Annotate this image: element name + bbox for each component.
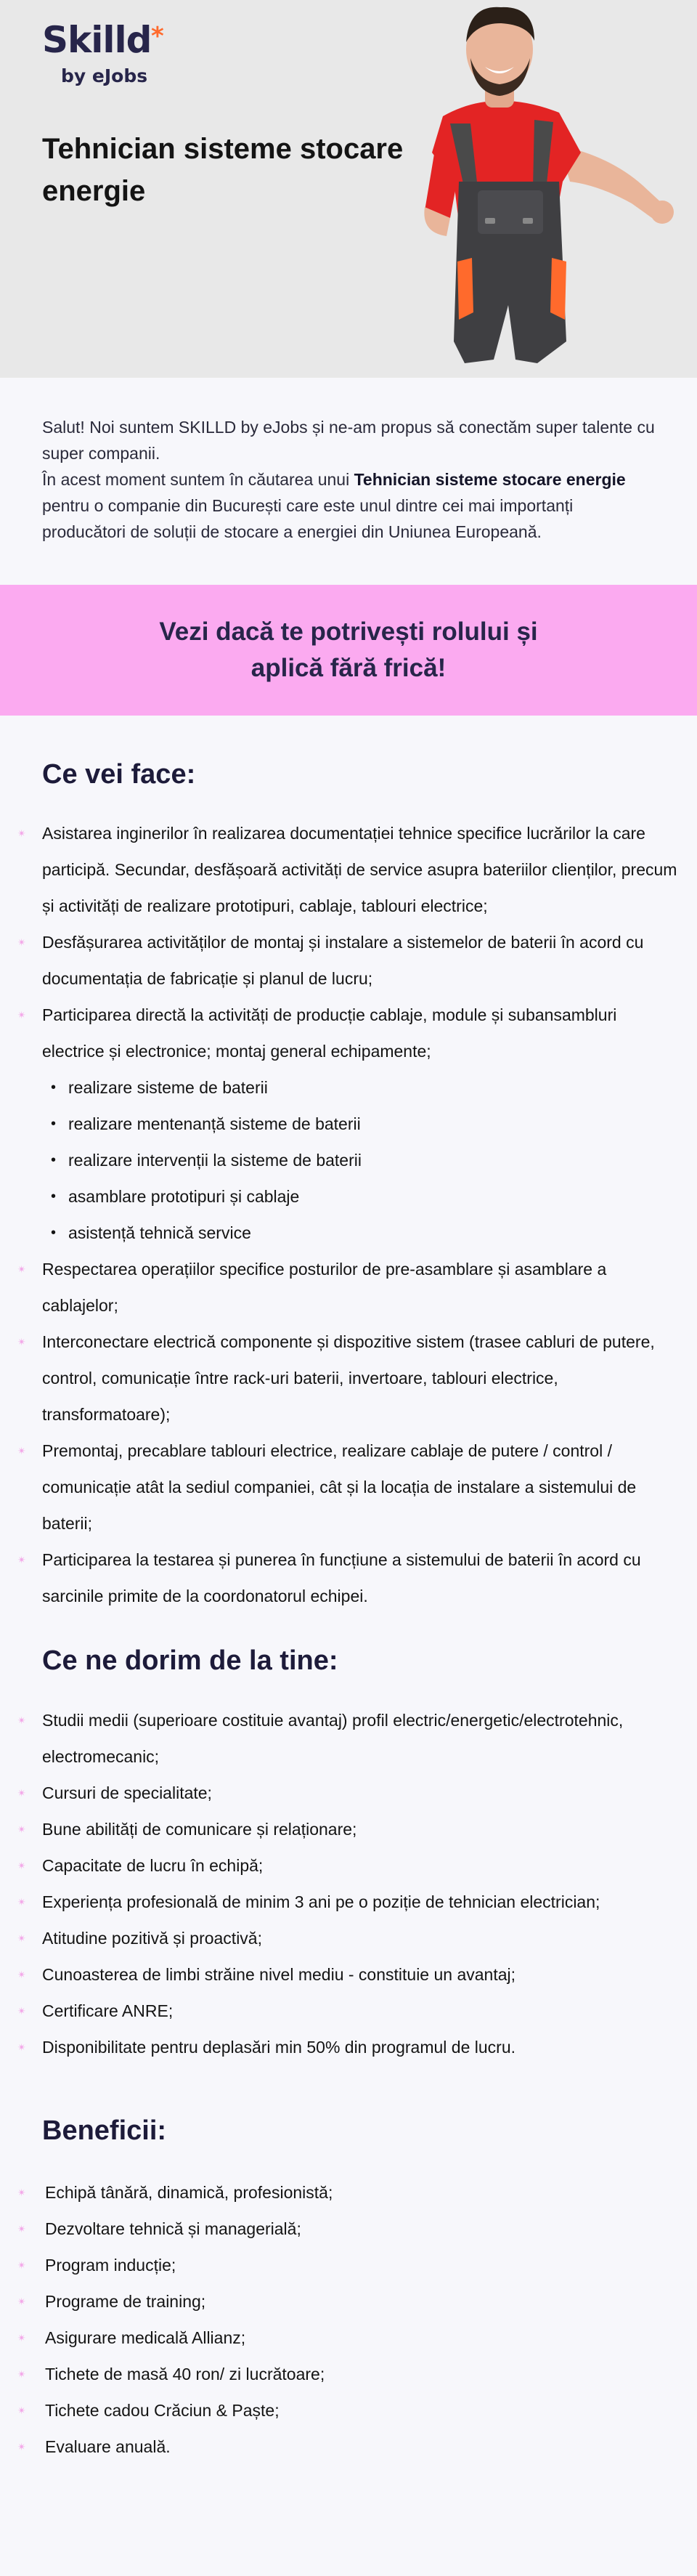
list-item: ✴ Bune abilități de comunicare și relaționare; bbox=[0, 1811, 697, 1847]
list-item: ✴ Capacitate de lucru în echipă; bbox=[0, 1847, 697, 1884]
list-item: ✴ Premontaj, precablare tablouri electrice, realizare cablaje de putere / control / comunicație atât la sediul companiei, cât și la locația de instalare a sistemului de baterii; bbox=[0, 1433, 697, 1542]
list-item: ✴ Program inducție; bbox=[0, 2247, 697, 2283]
intro-role-title: Tehnician sisteme stocare energie bbox=[354, 470, 626, 489]
list-item: ✴ Certificare ANRE; bbox=[0, 1993, 697, 2029]
intro-text bbox=[42, 414, 659, 545]
list-item: ✴ Respectarea operațiilor specifice posturilor de pre-asamblare și asamblare a cablajelor; bbox=[0, 1251, 697, 1324]
list-item: ✴ Tichete cadou Crăciun & Paște; bbox=[0, 2392, 697, 2429]
benefits-list bbox=[0, 2174, 697, 2465]
intro-paragraph-role bbox=[42, 466, 659, 545]
list-item: ✴ Studii medii (superioare costituie avantaj) profil electric/energetic/electrotehnic, electromecanic; bbox=[0, 1702, 697, 1775]
sub-list-item: • realizare intervenții la sisteme de baterii bbox=[0, 1142, 697, 1178]
list-item: ✴ Experiența profesională de minim 3 ani pe o poziție de tehnician electrician; bbox=[0, 1884, 697, 1920]
technician-photo bbox=[392, 0, 697, 378]
list-item: ✴ Desfășurarea activităților de montaj și instalare a sistemelor de baterii în acord cu documentația de fabricație și planul de lucru; bbox=[0, 924, 697, 997]
intro-paragraph: Salut! Noi suntem SKILLD by eJobs și ne-am propus să conectăm super talente cu super companii. bbox=[42, 418, 655, 463]
section-title-tasks: Ce vei face: bbox=[42, 759, 196, 790]
requirements-list bbox=[0, 1702, 697, 2065]
page-title: Tehnician sisteme stocare energie bbox=[42, 133, 404, 207]
sub-list-item: • asistență tehnică service bbox=[0, 1215, 697, 1251]
list-item: ✴ Asigurare medicală Allianz; bbox=[0, 2320, 697, 2356]
sub-list-item: • realizare sisteme de baterii bbox=[0, 1069, 697, 1106]
list-item: ✴ Asistarea inginerilor în realizarea documentației tehnice specifice lucrărilor la care participă. Secundar, desfășoară activități de service asupra bateriilor clienților, precum și activități de realizare prototipuri, cablaje, tablouri electrice; bbox=[0, 815, 697, 924]
cta-banner bbox=[0, 585, 697, 716]
sub-list-item: • asamblare prototipuri și cablaje bbox=[0, 1178, 697, 1215]
hero-banner bbox=[0, 0, 697, 378]
list-item: ✴ Participarea directă la activități de producție cablaje, module și subansambluri electrice și electronice; montaj general echipamente; bbox=[0, 997, 697, 1069]
logo-asterisk-icon: * bbox=[151, 22, 164, 51]
section-title-requirements: Ce ne dorim de la tine: bbox=[42, 1645, 338, 1676]
list-item: ✴ Echipă tânără, dinamică, profesionistă; bbox=[0, 2174, 697, 2211]
cta-text: Vezi dacă te potrivești rolului și aplică fără frică! bbox=[159, 617, 538, 682]
list-item: ✴ Dezvoltare tehnică și managerială; bbox=[0, 2211, 697, 2247]
list-item: ✴ Participarea la testarea și punerea în funcțiune a sistemului de baterii în acord cu sarcinile primite de la coordonatorul echipei. bbox=[0, 1542, 697, 1614]
sub-list-item: • realizare mentenanță sisteme de baterii bbox=[0, 1106, 697, 1142]
list-item: ✴ Evaluare anuală. bbox=[0, 2429, 697, 2465]
intro-text-after: pentru o companie din București care este unul dintre cei mai importanți producători de soluții de stocare a energiei din Uniunea Europeană. bbox=[42, 496, 574, 541]
list-item: ✴ Interconectare electrică componente și dispozitive sistem (trasee cabluri de putere, control, comunicație între rack-uri baterii, invertoare, tablouri electrice, transformatoare); bbox=[0, 1324, 697, 1433]
list-item: ✴ Programe de training; bbox=[0, 2283, 697, 2320]
list-item: ✴ Atitudine pozitivă și proactivă; bbox=[0, 1920, 697, 1956]
brand-logo: Skilld bbox=[42, 19, 152, 61]
section-title-benefits: Beneficii: bbox=[42, 2115, 167, 2146]
list-item: ✴ Tichete de masă 40 ron/ zi lucrătoare; bbox=[0, 2356, 697, 2392]
brand-subtitle: by eJobs bbox=[61, 65, 148, 86]
list-item: ✴ Disponibilitate pentru deplasări min 50% din programul de lucru. bbox=[0, 2029, 697, 2065]
tasks-list bbox=[0, 815, 697, 1614]
intro-text-before: În acest moment suntem în căutarea unui bbox=[42, 470, 354, 489]
list-item: ✴ Cunoasterea de limbi străine nivel mediu - constituie un avantaj; bbox=[0, 1956, 697, 1993]
list-item: ✴ Cursuri de specialitate; bbox=[0, 1775, 697, 1811]
